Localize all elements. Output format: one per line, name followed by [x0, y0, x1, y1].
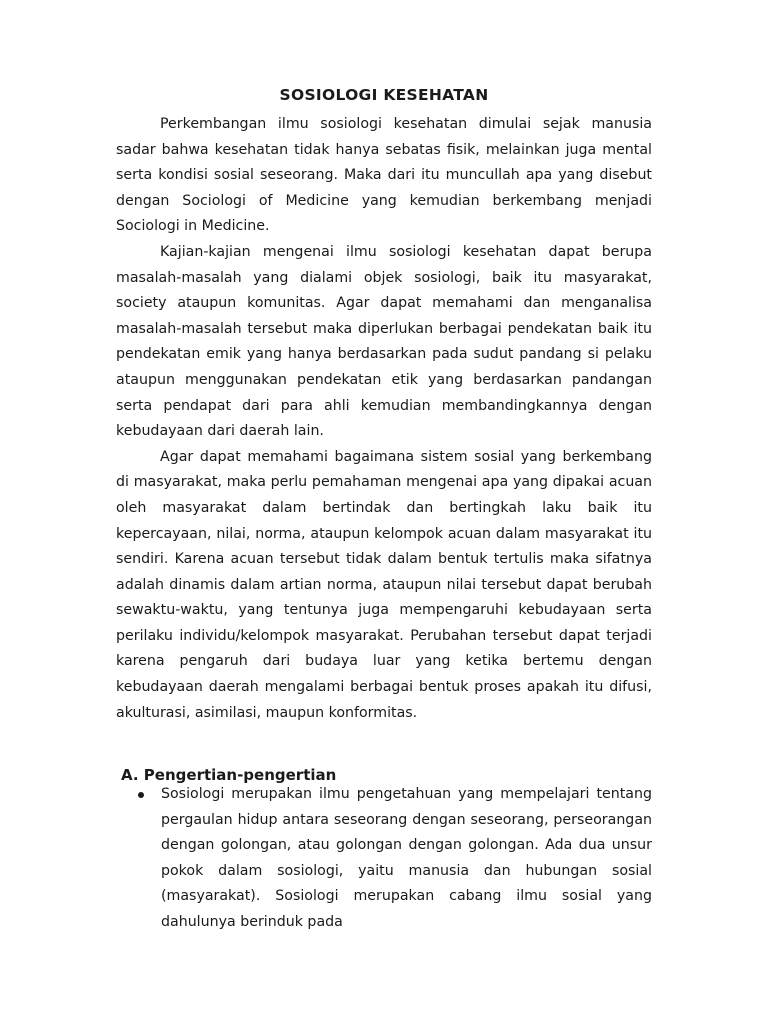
list-item-text: Sosiologi merupakan ilmu pengetahuan yang mempelajari tentang pergaulan hidup antara seseorang dengan seseorang, perseorangan dengan golongan, atau golongan dengan golongan. Ada dua unsur pokok dalam sosiologi, yaitu manusia dan hubungan sosial (masyarakat). Sosiologi merupakan cabang ilmu sosial yang dahulunya berinduk pada [161, 786, 652, 930]
section-heading: A. Pengertian-pengertian [121, 766, 337, 784]
paragraph-1: Perkembangan ilmu sosiologi kesehatan dimulai sejak manusia sadar bahwa kesehatan tidak hanya sebatas fisik, melainkan juga mental serta kondisi sosial seseorang. Maka dari itu muncullah apa yang disebut dengan Sociologi of Medicine yang kemudian berkembang menjadi Sociologi in Medicine. [116, 116, 652, 235]
list-item [116, 782, 652, 936]
bullet-dot-icon [138, 792, 144, 798]
document-title: SOSIOLOGI KESEHATAN [279, 86, 489, 104]
bullet-list [116, 782, 652, 936]
paragraph-2: Kajian-kajian mengenai ilmu sosiologi kesehatan dapat berupa masalah-masalah yang dialami objek sosiologi, baik itu masyarakat, society ataupun komunitas. Agar dapat memahami dan menganalisa masalah-masalah tersebut maka diperlukan berbagai pendekatan baik itu pendekatan emik yang hanya berdasarkan pada sudut pandang si pelaku ataupun menggunakan pendekatan etik yang berdasarkan pandangan serta pendapat dari para ahli kemudian membandingkannya dengan kebudayaan dari daerah lain. [116, 243, 652, 440]
document-body [116, 112, 652, 726]
paragraph-3: Agar dapat memahami bagaimana sistem sosial yang berkembang di masyarakat, maka perlu pemahaman mengenai apa yang dipakai acuan oleh masyarakat dalam bertindak dan bertingkah laku baik itu kepercayaan, nilai, norma, ataupun kelompok acuan dalam masyarakat itu sendiri. Karena acuan tersebut tidak dalam bentuk tertulis maka sifatnya adalah dinamis dalam artian norma, ataupun nilai tersebut dapat berubah sewaktu-waktu, yang tentunya juga mempengaruhi kebudayaan serta perilaku individu/kelompok masyarakat. Perubahan tersebut dapat terjadi karena pengaruh dari budaya luar yang ketika bertemu dengan kebudayaan daerah mengalami berbagai bentuk proses apakah itu difusi, akulturasi, asimilasi, maupun konformitas. [116, 448, 652, 721]
